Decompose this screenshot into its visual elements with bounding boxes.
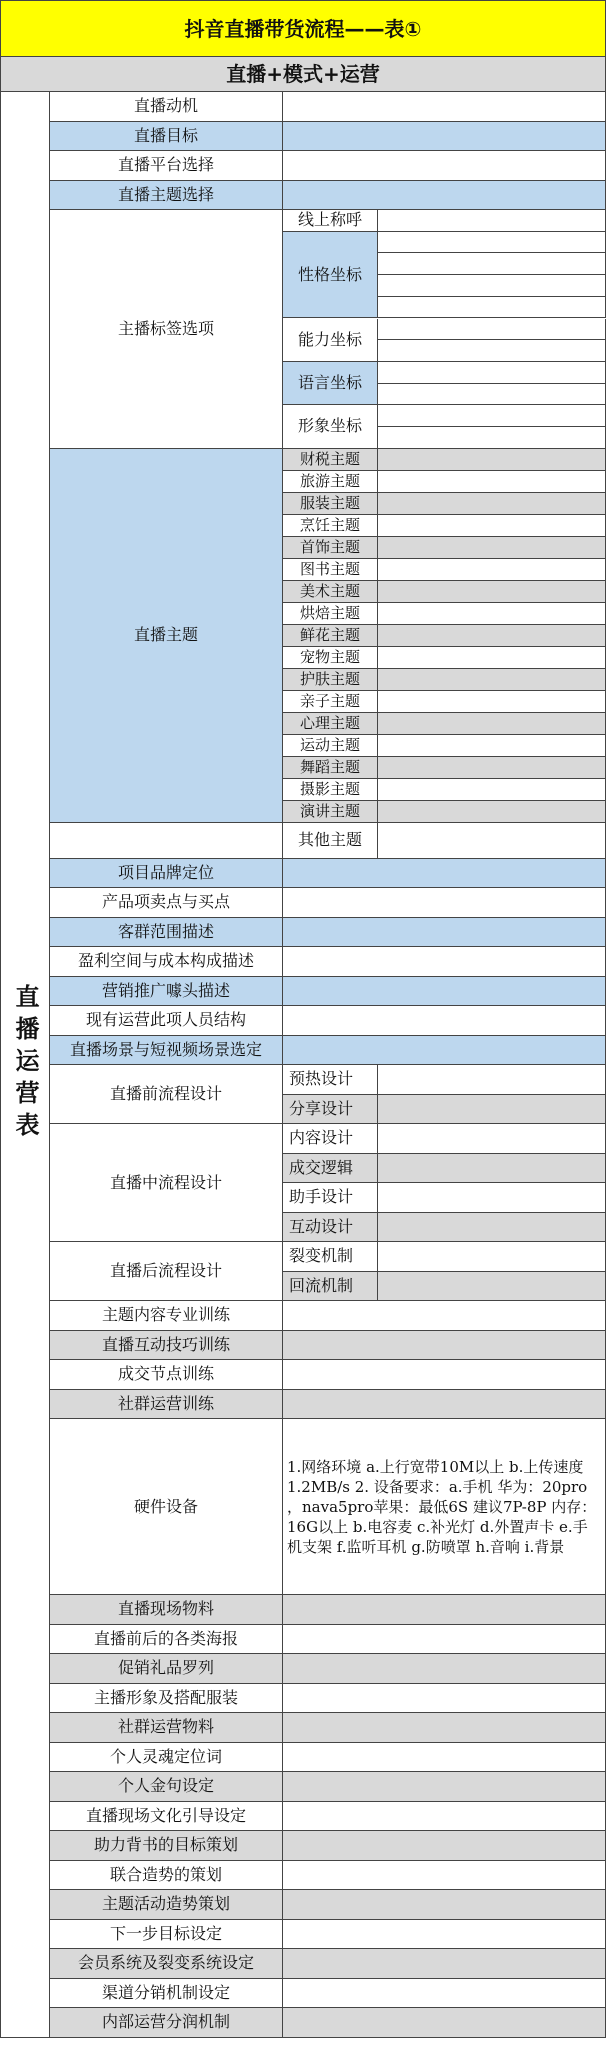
row-label: 直播场景与短视频场景选定 [50,1036,283,1066]
flow-value [378,1242,606,1272]
live-theme-item: 烹饪主题 [283,515,378,537]
anchor-tag-item: 能力坐标 [283,319,378,362]
live-theme-item: 烘焙主题 [283,603,378,625]
anchor-tag-value [378,297,606,319]
row-value [283,1861,606,1891]
flow-item: 助手设计 [283,1183,378,1213]
flow-label: 直播前流程设计 [50,1065,283,1124]
live-theme-item: 美术主题 [283,581,378,603]
row-label: 营销推广噱头描述 [50,977,283,1007]
live-theme-value [378,757,606,779]
row-value [283,151,606,181]
row-value [283,1802,606,1832]
live-theme-value [378,625,606,647]
anchor-tag-item: 语言坐标 [283,362,378,405]
live-themes-other-blank [50,823,283,859]
flow-label: 直播后流程设计 [50,1242,283,1301]
row-label: 现有运营此项人员结构 [50,1006,283,1036]
row-label: 会员系统及裂变系统设定 [50,1949,283,1979]
live-theme-item: 鲜花主题 [283,625,378,647]
flow-item: 成交逻辑 [283,1154,378,1184]
anchor-tag-value [378,275,606,297]
anchor-tag-value [378,210,606,232]
hardware-label: 硬件设备 [50,1419,283,1595]
live-theme-item: 图书主题 [283,559,378,581]
anchor-tag-value [378,405,606,427]
live-theme-item: 运动主题 [283,735,378,757]
live-theme-value [378,471,606,493]
row-value [283,2008,606,2038]
anchor-tag-value [378,340,606,362]
row-value [283,1301,606,1331]
row-value [283,1920,606,1950]
flow-value [378,1213,606,1243]
flow-value [378,1095,606,1125]
flow-value [378,1154,606,1184]
row-value [283,1595,606,1625]
anchor-tag-value [378,232,606,254]
row-value [283,1772,606,1802]
row-value [283,1831,606,1861]
row-value [283,977,606,1007]
row-label: 直播主题选择 [50,181,283,211]
row-label: 直播目标 [50,122,283,152]
live-theme-item: 服装主题 [283,493,378,515]
row-value [283,1684,606,1714]
flow-label: 直播中流程设计 [50,1124,283,1242]
row-label: 直播互动技巧训练 [50,1331,283,1361]
flow-item: 内容设计 [283,1124,378,1154]
row-label: 直播平台选择 [50,151,283,181]
flow-item: 裂变机制 [283,1242,378,1272]
live-theme-value [378,669,606,691]
live-theme-item: 亲子主题 [283,691,378,713]
row-value [283,122,606,152]
flow-value [378,1124,606,1154]
live-theme-other-value [378,823,606,859]
row-label: 主题内容专业训练 [50,1301,283,1331]
flow-item: 互动设计 [283,1213,378,1243]
row-label: 产品项卖点与买点 [50,888,283,918]
row-value [283,181,606,211]
row-label: 主播形象及搭配服装 [50,1684,283,1714]
row-value [283,1331,606,1361]
row-value [283,859,606,889]
live-theme-value [378,647,606,669]
flow-value [378,1065,606,1095]
row-label: 社群运营训练 [50,1390,283,1420]
live-theme-value [378,735,606,757]
live-theme-value [378,779,606,801]
row-value [283,888,606,918]
live-theme-item: 旅游主题 [283,471,378,493]
row-value [283,1654,606,1684]
row-label: 个人灵魂定位词 [50,1743,283,1773]
row-label: 渠道分销机制设定 [50,1979,283,2009]
live-theme-item: 演讲主题 [283,801,378,823]
row-label: 客群范围描述 [50,918,283,948]
flow-item: 回流机制 [283,1272,378,1302]
row-label: 成交节点训练 [50,1360,283,1390]
anchor-tag-item: 性格坐标 [283,232,378,319]
row-label: 直播现场物料 [50,1595,283,1625]
row-label: 联合造势的策划 [50,1861,283,1891]
row-value [283,1890,606,1920]
live-theme-item: 摄影主题 [283,779,378,801]
row-label: 项目品牌定位 [50,859,283,889]
row-value [283,1625,606,1655]
anchor-tag-value [378,319,606,341]
side-label: 直播运营表 [0,92,50,2038]
row-value [283,947,606,977]
anchor-tag-value [378,427,606,449]
live-theme-value [378,537,606,559]
row-value [283,1036,606,1066]
row-value [283,1743,606,1773]
live-theme-item: 护肤主题 [283,669,378,691]
row-label: 主题活动造势策划 [50,1890,283,1920]
live-theme-item: 首饰主题 [283,537,378,559]
row-label: 下一步目标设定 [50,1920,283,1950]
row-label: 直播现场文化引导设定 [50,1802,283,1832]
page-subtitle: 直播+模式+运营 [0,57,606,92]
live-theme-value [378,603,606,625]
row-label: 个人金句设定 [50,1772,283,1802]
row-label: 直播动机 [50,92,283,122]
live-themes-label: 直播主题 [50,449,283,823]
anchor-tag-value [378,384,606,406]
flow-value [378,1272,606,1302]
live-theme-item: 心理主题 [283,713,378,735]
flow-item: 分享设计 [283,1095,378,1125]
live-theme-value [378,713,606,735]
row-value [283,1979,606,2009]
hardware-text: 1.网络环境 a.上行宽带10M以上 b.上传速度1.2MB/s 2. 设备要求：a.手机 华为：20pro ，nava5pro苹果：最低6S 建议7P-8P 内存：16G以上 b.电容麦 c.补光灯 d.外置声卡 e.手机支架 f.监听耳机 g.防喷罩 h.音响 i.背景 [283,1419,606,1595]
anchor-tags-label: 主播标签选项 [50,210,283,449]
row-value [283,1360,606,1390]
row-label: 社群运营物料 [50,1713,283,1743]
live-theme-value [378,493,606,515]
row-label: 盈利空间与成本构成描述 [50,947,283,977]
row-label: 内部运营分润机制 [50,2008,283,2038]
anchor-tag-item: 形象坐标 [283,405,378,448]
live-theme-value [378,801,606,823]
row-label: 助力背书的目标策划 [50,1831,283,1861]
live-theme-other: 其他主题 [283,823,378,859]
live-theme-value [378,581,606,603]
live-theme-value [378,559,606,581]
row-value [283,918,606,948]
anchor-tag-value [378,362,606,384]
row-label: 促销礼品罗列 [50,1654,283,1684]
row-value [283,1006,606,1036]
flow-value [378,1183,606,1213]
live-theme-value [378,449,606,471]
anchor-tag-value [378,253,606,275]
live-theme-item: 宠物主题 [283,647,378,669]
flow-item: 预热设计 [283,1065,378,1095]
live-theme-item: 财税主题 [283,449,378,471]
row-label: 直播前后的各类海报 [50,1625,283,1655]
live-theme-item: 舞蹈主题 [283,757,378,779]
anchor-tag-item: 线上称呼 [283,210,378,232]
row-value [283,1949,606,1979]
row-value [283,1390,606,1420]
page-title: 抖音直播带货流程——表① [0,0,606,57]
live-theme-value [378,515,606,537]
live-theme-value [378,691,606,713]
row-value [283,92,606,122]
row-value [283,1713,606,1743]
